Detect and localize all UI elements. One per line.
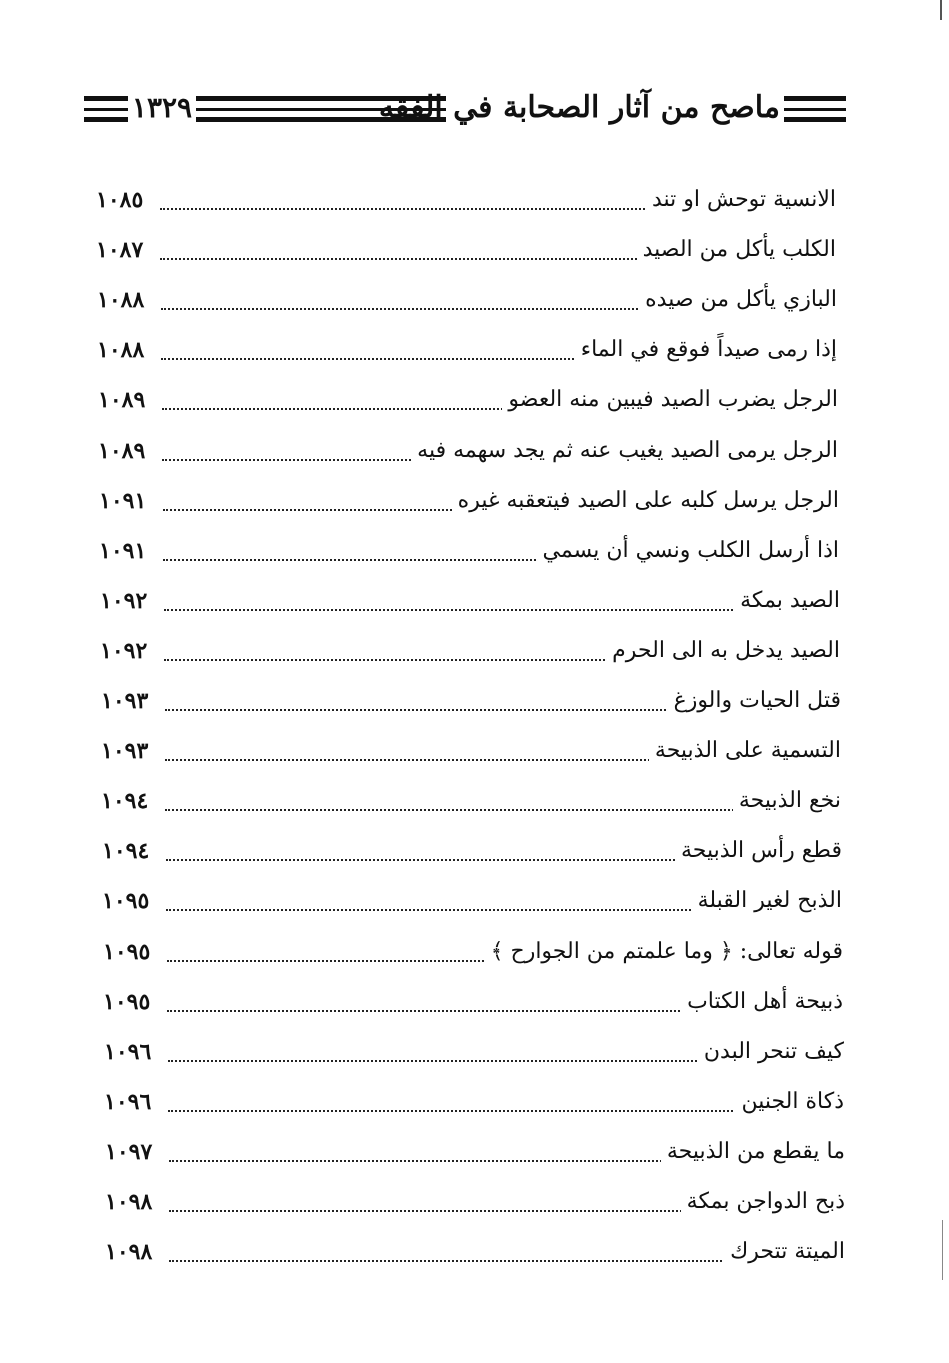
toc-entry xyxy=(102,833,842,873)
toc-entry xyxy=(99,483,839,523)
toc-entry-title: قتل الحيات والوزغ xyxy=(668,683,841,719)
toc-entry xyxy=(100,583,840,623)
toc-entry-page: ١٠٩١ xyxy=(99,538,147,564)
toc-entry-title: الذبح لغير القبلة xyxy=(692,883,842,919)
toc-entry-page: ١٠٨٩ xyxy=(98,438,146,464)
toc-entry xyxy=(96,182,836,222)
toc-entry-title: التسمية على الذبيحة xyxy=(649,733,841,769)
toc-entry-title: الرجل يرمى الصيد يغيب عنه ثم يجد سهمه فيه xyxy=(411,433,838,469)
toc-entry-title: إذا رمى صيداً فوقع في الماء xyxy=(575,332,837,368)
scan-edge-mark xyxy=(940,0,942,20)
toc-entry-page: ١٠٨٨ xyxy=(97,337,145,363)
toc-entry-title: الانسية توحش او تند xyxy=(646,182,836,218)
toc-entry xyxy=(96,232,836,272)
toc-entry xyxy=(97,282,837,322)
toc-entry-page: ١٠٩٥ xyxy=(103,989,151,1015)
toc-entry-title: قوله تعالى: ﴿ وما علمتم من الجوارح ﴾ xyxy=(485,934,843,970)
toc-entry xyxy=(98,433,838,473)
toc-entry-title: الميتة تتحرك xyxy=(724,1234,845,1270)
toc-entry-page: ١٠٨٧ xyxy=(96,237,144,263)
page-header xyxy=(84,88,846,128)
toc-entry-page: ١٠٩٢ xyxy=(100,638,148,664)
toc-entry-page: ١٠٩٢ xyxy=(100,588,148,614)
scan-edge-mark xyxy=(942,1220,943,1280)
toc-entry-page: ١٠٩٧ xyxy=(105,1139,153,1165)
toc-entry xyxy=(98,382,838,422)
toc-entry xyxy=(104,1084,844,1124)
toc-entry-page: ١٠٨٥ xyxy=(96,187,144,213)
toc-entry xyxy=(105,1234,845,1274)
toc-entry xyxy=(105,1184,845,1224)
toc-entry-page: ١٠٩٥ xyxy=(102,888,150,914)
toc-entry xyxy=(105,1134,845,1174)
header-rule-right xyxy=(784,96,846,122)
toc-entry-title: قطع رأس الذبيحة xyxy=(675,833,842,869)
toc-entry-title: ذكاة الجنين xyxy=(735,1084,844,1120)
toc-entry-page: ١٠٩٨ xyxy=(105,1239,153,1265)
toc-entry-page: ١٠٩٦ xyxy=(104,1089,152,1115)
toc-entry-title: الصيد بمكة xyxy=(734,583,840,619)
toc-entry-title: اذا أرسل الكلب ونسي أن يسمي xyxy=(537,533,839,569)
toc-entry xyxy=(104,1034,844,1074)
toc-entry-page: ١٠٩٦ xyxy=(104,1039,152,1065)
toc-entry-title: الكلب يأكل من الصيد xyxy=(637,232,836,268)
toc-entry-page: ١٠٨٨ xyxy=(97,287,145,313)
header-rule-left xyxy=(84,96,128,122)
toc-entry-title: الرجل يضرب الصيد فيبين منه العضو xyxy=(502,382,838,418)
toc-entry-title: ما يقطع من الذبيحة xyxy=(661,1134,845,1170)
toc-entry xyxy=(99,533,839,573)
toc-entry-page: ١٠٩٣ xyxy=(101,738,149,764)
toc-entry-title: ذبيحة أهل الكتاب xyxy=(681,984,843,1020)
toc-entry-title: كيف تنحر البدن xyxy=(698,1034,844,1070)
toc-entry-title: الصيد يدخل به الى الحرم xyxy=(606,633,840,669)
toc-entry-title: الرجل يرسل كلبه على الصيد فيتعقبه غيره xyxy=(452,483,839,519)
page-number: ١٣٢٩ xyxy=(131,91,193,124)
toc-entry-page: ١٠٨٩ xyxy=(98,387,146,413)
toc-entry xyxy=(97,332,837,372)
toc-entry-title: ذبح الدواجن بمكة xyxy=(681,1184,845,1220)
toc-entry xyxy=(101,783,841,823)
toc-entry xyxy=(103,934,843,974)
toc-entry-page: ١٠٩٥ xyxy=(103,939,151,965)
toc-entry-title: نخع الذبيحة xyxy=(733,783,841,819)
running-title: ماصح من آثار الصحابة في الفقه xyxy=(378,90,780,125)
toc-entry xyxy=(101,733,841,773)
toc-entry-title: البازي يأكل من صيده xyxy=(639,282,837,318)
toc-entry xyxy=(102,883,842,923)
toc-entry xyxy=(103,984,843,1024)
toc-entry xyxy=(101,683,841,723)
toc-entry-page: ١٠٩١ xyxy=(99,488,147,514)
toc-entry xyxy=(100,633,840,673)
toc-entry-page: ١٠٩٨ xyxy=(105,1189,153,1215)
toc-entry-page: ١٠٩٣ xyxy=(101,688,149,714)
toc-entry-page: ١٠٩٤ xyxy=(101,788,149,814)
toc-entry-page: ١٠٩٤ xyxy=(102,838,150,864)
